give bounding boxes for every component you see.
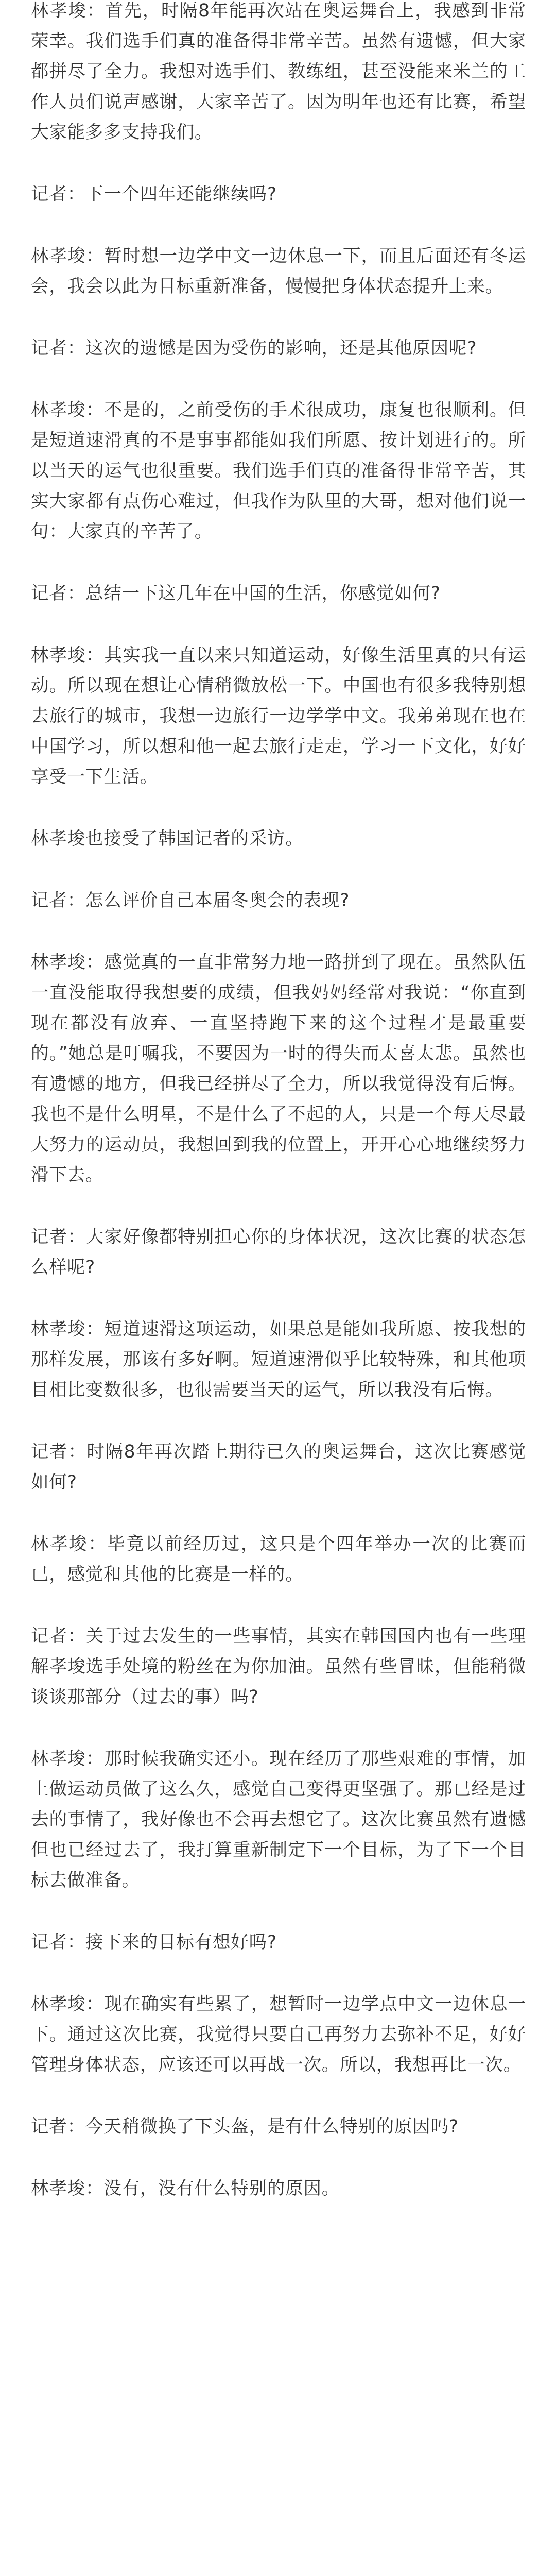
question-paragraph-2: 记者：这次的遗憾是因为受伤的影响，还是其他原因呢? (31, 338, 477, 359)
answer-paragraph-8: 林孝埈：那时候我确实还小。现在经历了那些艰难的事情，加上做运动员做了这么久，感觉自己变得更坚强了。那已经是过去的事情了，我好像也不会再去想它了。这次比赛虽然有遗憾但也已经过去了，我打算重新制定下一个目标，为了下一个目标去做准备。 (31, 1749, 526, 1891)
answer-paragraph-5: 林孝埈：感觉真的一直非常努力地一路拼到了现在。虽然队伍一直没能取得我想要的成绩，但我妈妈经常对我说：“你直到现在都没有放弃、一直坚持跑下来的这个过程才是最重要的。”她总是叮嘱我，不要因为一时的得失而太喜太悲。虽然也有遗憾的地方，但我已经拼尽了全力，所以我觉得没有后悔。我也不是什么明星，不是什么了不起的人，只是一个每天尽最大努力的运动员，我想回到我的位置上，开开心心地继续努力滑下去。 (31, 952, 526, 1185)
answer-paragraph-10: 林孝埈：没有，没有什么特别的原因。 (31, 2178, 340, 2199)
answer-paragraph-1: 林孝埈：首先，时隔8年能再次站在奥运舞台上，我感到非常荣幸。我们选手们真的准备得非常辛苦。虽然有遗憾，但大家都拼尽了全力。我想对选手们、教练组，甚至没能来米兰的工作人员们说声感谢，大家辛苦了。因为明年也还有比赛，希望大家能多多支持我们。 (31, 1, 526, 143)
narration-paragraph: 林孝埈也接受了韩国记者的采访。 (31, 828, 304, 849)
answer-paragraph-3: 林孝埈：不是的，之前受伤的手术很成功，康复也很顺利。但是短道速滑真的不是事事都能如我们所愿、按计划进行的。所以当天的运气也很重要。我们选手们真的准备得非常辛苦，其实大家都有点伤心难过，但我作为队里的大哥，想对他们说一句：大家真的辛苦了。 (31, 400, 526, 542)
answer-paragraph-7: 林孝埈：毕竟以前经历过，这只是个四年举办一次的比赛而已，感觉和其他的比赛是一样的。 (31, 1534, 526, 1585)
question-paragraph-8: 记者：接下来的目标有想好吗? (31, 1932, 277, 1953)
question-paragraph-3: 记者：总结一下这几年在中国的生活，你感觉如何? (31, 583, 441, 604)
answer-paragraph-6: 林孝埈：短道速滑这项运动，如果总是能如我所愿、按我想的那样发展，那该有多好啊。短道速滑似乎比较特殊，和其他项目相比变数很多，也很需要当天的运气，所以我没有后悔。 (31, 1319, 526, 1400)
question-paragraph-1: 记者：下一个四年还能继续吗? (31, 184, 277, 205)
answer-paragraph-9: 林孝埈：现在确实有些累了，想暂时一边学点中文一边休息一下。通过这次比赛，我觉得只要自己再努力去弥补不足，好好管理身体状态，应该还可以再战一次。所以，我想再比一次。 (31, 1994, 526, 2075)
question-paragraph-4: 记者：怎么评价自己本届冬奥会的表现? (31, 890, 350, 911)
question-paragraph-9: 记者：今天稍微换了下头盔，是有什么特别的原因吗? (31, 2116, 459, 2137)
question-paragraph-7: 记者：关于过去发生的一些事情，其实在韩国国内也有一些理解孝埈选手处境的粉丝在为你加油。虽然有些冒昧，但能稍微谈谈那部分（过去的事）吗? (31, 1626, 526, 1707)
answer-paragraph-4: 林孝埈：其实我一直以来只知道运动，好像生活里真的只有运动。所以现在想让心情稍微放松一下。中国也有很多我特别想去旅行的城市，我想一边旅行一边学学中文。我弟弟现在也在中国学习，所以想和他一起去旅行走走，学习一下文化，好好享受一下生活。 (31, 645, 526, 787)
answer-paragraph-2: 林孝埈：暂时想一边学中文一边休息一下，而且后面还有冬运会，我会以此为目标重新准备，慢慢把身体状态提升上来。 (31, 246, 526, 297)
question-paragraph-5: 记者：大家好像都特别担心你的身体状况，这次比赛的状态怎么样呢? (31, 1227, 526, 1278)
question-paragraph-6: 记者：时隔8年再次踏上期待已久的奥运舞台，这次比赛感觉如何? (31, 1442, 526, 1493)
